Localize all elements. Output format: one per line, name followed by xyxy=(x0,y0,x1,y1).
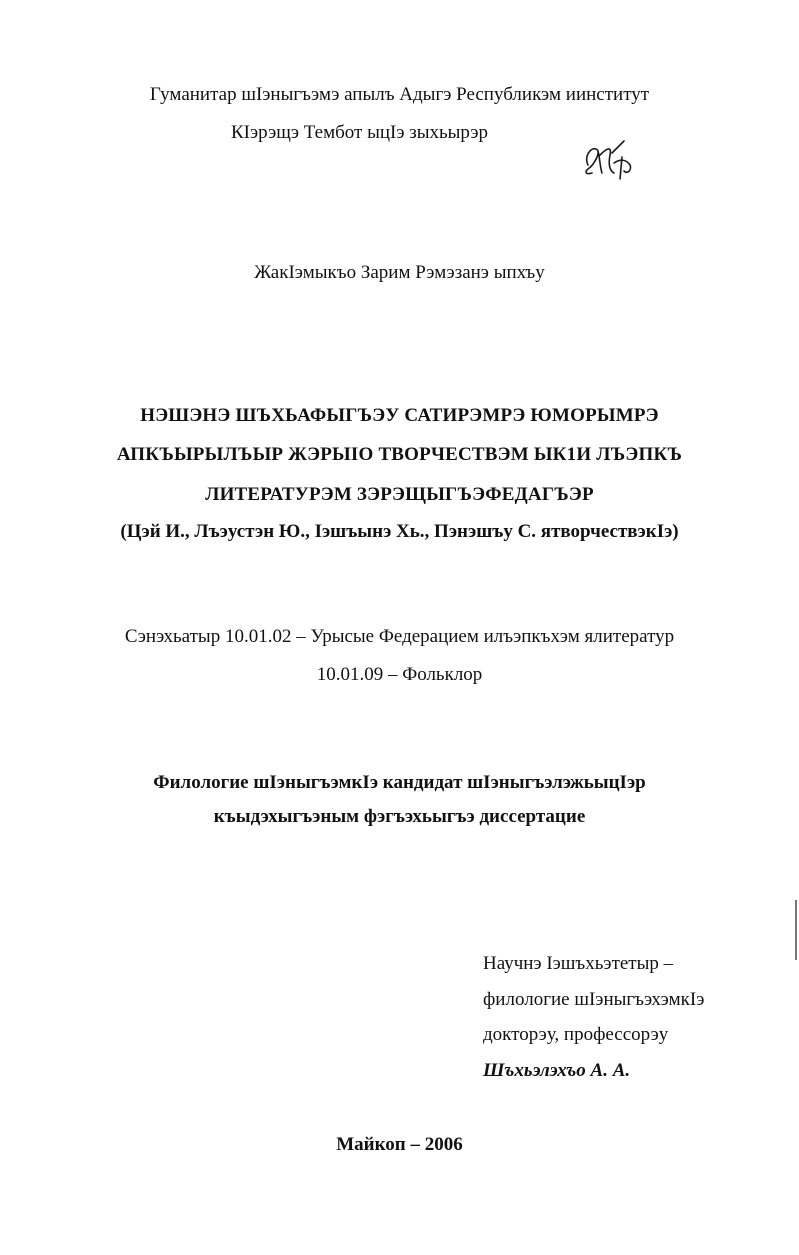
advisor-name: Шъхьэлэхъо А. А. xyxy=(483,1060,631,1081)
signature-icon xyxy=(580,135,640,183)
advisor-role: Научнэ Iэшъхьэтетыр – xyxy=(483,953,674,974)
advisor-rank: докторэу, профессорэу xyxy=(483,1024,669,1045)
degree-line-2: къыдэхыгъэным фэгъэхьыгъэ диссертацие xyxy=(213,806,586,827)
place-year: Майкоп – 2006 xyxy=(336,1134,463,1155)
advisor-field: филологие шIэныгъэхэмкIэ xyxy=(483,989,705,1010)
institute-name: Гуманитар шIэныгъэмэ апылъ Адыгэ Республикэм иинститут xyxy=(149,84,650,105)
title-subtitle: (Цэй И., Лъэустэн Ю., Iэшъынэ Хь., Пэнэшъу С. ятворчествэкIэ) xyxy=(120,521,679,542)
institute-named-after: КIэрэщэ Тембот ыцIэ зыхьырэр xyxy=(230,122,489,143)
degree-line-1: Филологие шIэныгъэмкIэ кандидат шIэныгъэлэжьыцIэр xyxy=(153,772,646,793)
scan-edge-mark xyxy=(795,900,797,960)
specialty-line-1: Сэнэхьатыр 10.01.02 – Урысые Федерацием илъэпкъхэм ялитератур xyxy=(124,626,675,647)
author-name: ЖакIэмыкъо Зарим Рэмэзанэ ыпхъу xyxy=(254,262,545,283)
title-line-1: НЭШЭНЭ ШЪХЬАФЫГЪЭУ САТИРЭМРЭ ЮМОРЫМРЭ xyxy=(140,405,659,426)
specialty-line-2: 10.01.09 – Фольклор xyxy=(316,664,483,685)
title-line-3: ЛИТЕРАТУРЭМ ЗЭРЭЩЫГЪЭФЕДАГЪЭР xyxy=(205,484,594,505)
title-line-2: АПКЪЫРЫЛЪЫР ЖЭРЫIО ТВОРЧЕСТВЭМ ЫК1И ЛЪЭПКЪ xyxy=(116,444,683,465)
